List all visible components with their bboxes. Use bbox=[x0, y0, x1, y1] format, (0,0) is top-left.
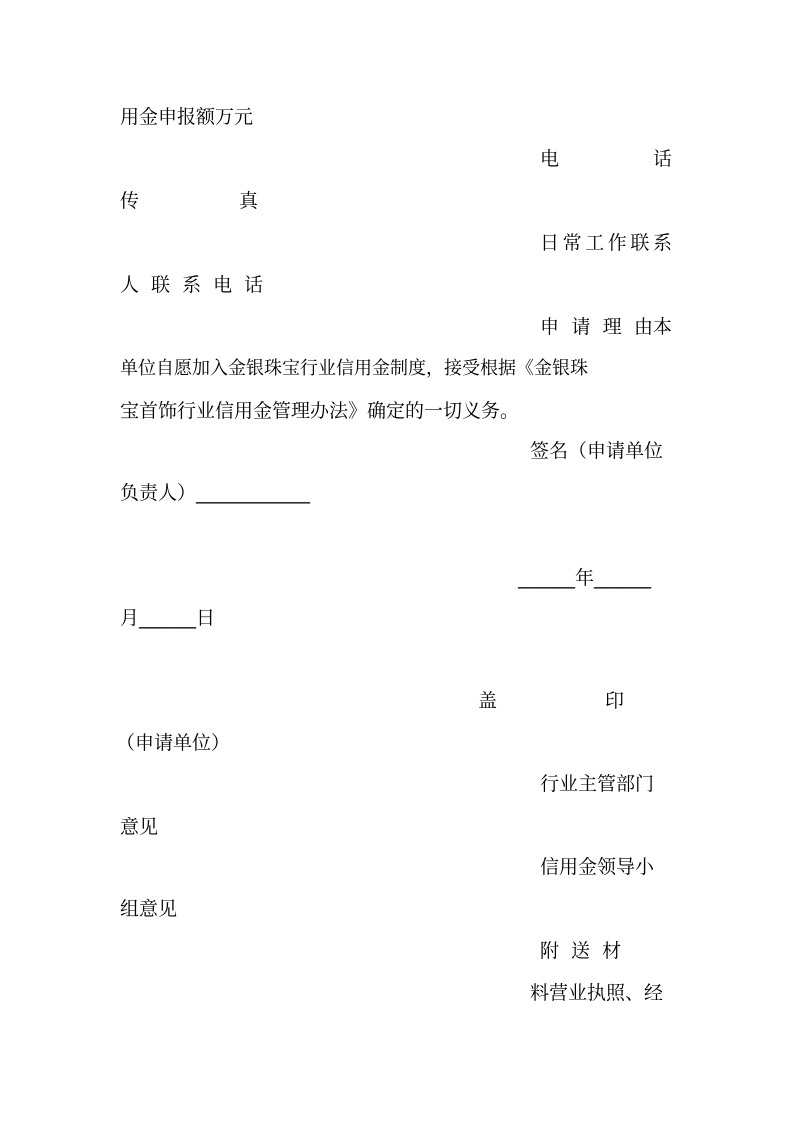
seal-label bbox=[478, 689, 624, 713]
amount-line: 用金申报额万元 bbox=[120, 106, 254, 128]
fax-label bbox=[120, 189, 258, 213]
reason-char: 由本 bbox=[633, 316, 672, 338]
daily-contact-line-2: 人 联 系 电 话 bbox=[120, 274, 264, 296]
signature-line-1: 签名（申请单位 bbox=[530, 440, 664, 462]
reason-char: 请 bbox=[571, 316, 591, 338]
reason-line-3: 宝首饰行业信用金管理办法》确定的一切义务。 bbox=[120, 400, 520, 422]
seal-char: 印 bbox=[604, 690, 624, 712]
phone-label bbox=[540, 147, 672, 171]
seal-char: 盖 bbox=[478, 690, 498, 712]
daily-contact-char: 联 bbox=[630, 232, 650, 254]
phone-label-char: 话 bbox=[652, 148, 672, 170]
attachment-line-1: 附 送 材 bbox=[540, 940, 622, 962]
daily-contact-char: 日 bbox=[540, 232, 560, 254]
reason-char: 理 bbox=[602, 316, 622, 338]
attachment-line-2: 料营业执照、经 bbox=[530, 982, 664, 1004]
date-line-1: ______年______ bbox=[518, 567, 652, 589]
leader-opinion-line-1: 信用金领导小 bbox=[540, 856, 655, 878]
fax-label-char: 真 bbox=[238, 190, 258, 212]
signature-line-2: 负责人）____________ bbox=[120, 482, 311, 504]
reason-char: 申 bbox=[540, 316, 560, 338]
dept-opinion-line-1: 行业主管部门 bbox=[540, 773, 655, 795]
daily-contact-line-1 bbox=[540, 231, 672, 255]
date-line-2: 月______日 bbox=[120, 607, 216, 629]
daily-contact-char: 作 bbox=[607, 232, 627, 254]
phone-label-char: 电 bbox=[540, 148, 560, 170]
reason-line-1 bbox=[540, 315, 672, 339]
reason-line-2: 单位自愿加入金银珠宝行业信用金制度，接受根据《金银珠 bbox=[120, 358, 588, 379]
daily-contact-char: 工 bbox=[585, 232, 605, 254]
leader-opinion-line-2: 组意见 bbox=[120, 898, 178, 920]
daily-contact-char: 系 bbox=[652, 232, 672, 254]
seal-subtitle: （申请单位） bbox=[116, 732, 231, 754]
fax-label-char: 传 bbox=[120, 190, 140, 212]
daily-contact-char: 常 bbox=[562, 232, 582, 254]
dept-opinion-line-2: 意见 bbox=[120, 816, 159, 838]
